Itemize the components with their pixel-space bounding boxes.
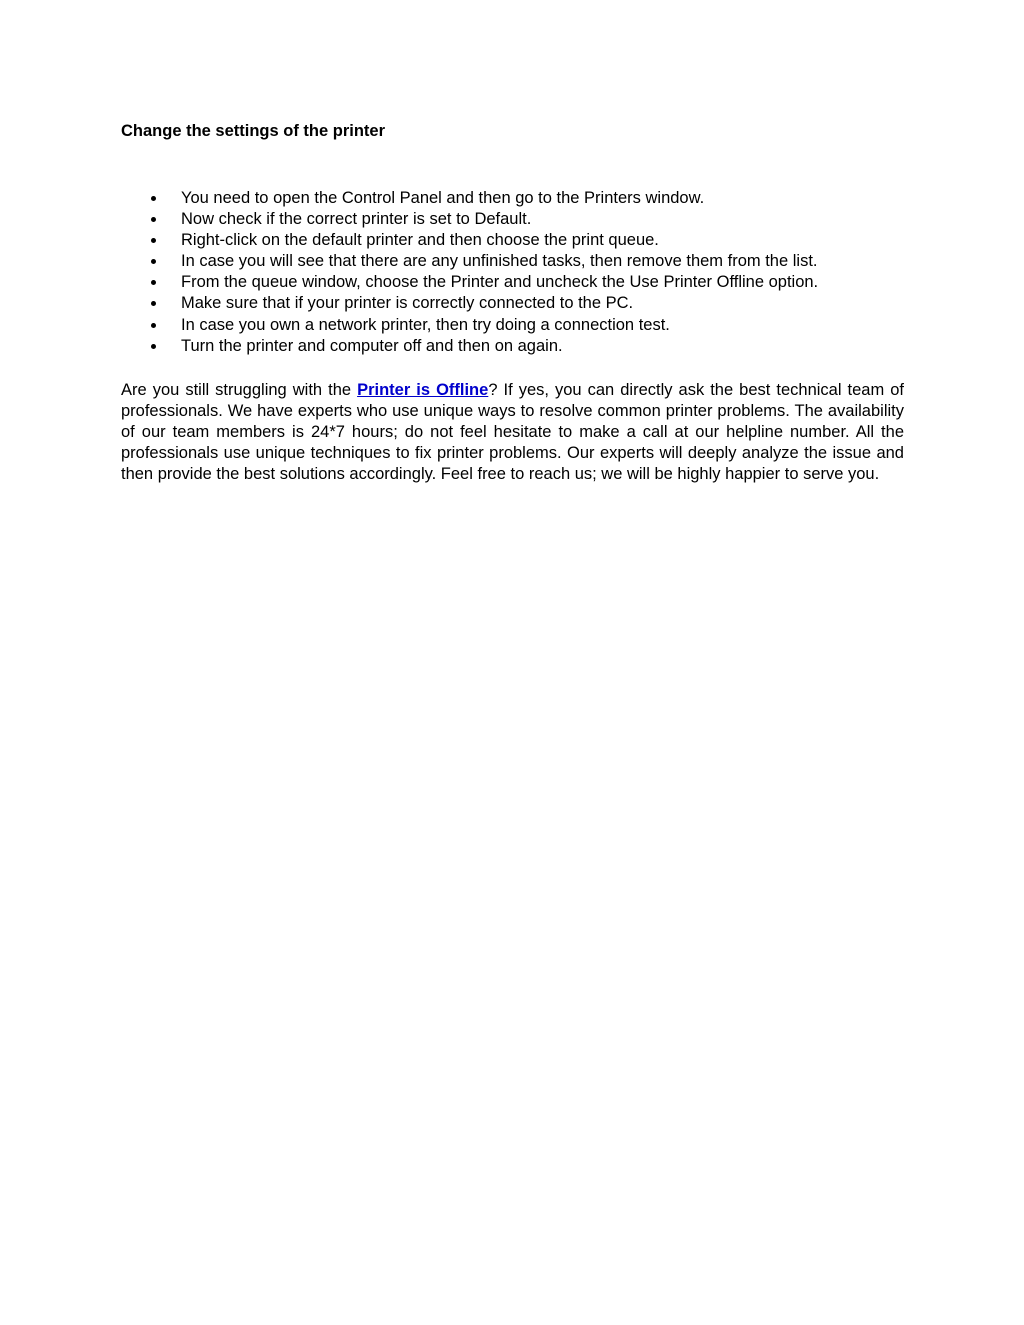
bullet-icon (151, 301, 156, 306)
list-item-text: Turn the printer and computer off and then on again. (181, 336, 563, 355)
bullet-icon (151, 196, 156, 201)
body-paragraph (121, 380, 904, 485)
bullet-icon (151, 217, 156, 222)
list-item (121, 230, 911, 251)
list-item-text: You need to open the Control Panel and then go to the Printers window. (181, 189, 705, 207)
list-item (121, 209, 911, 230)
section-heading: Change the settings of the printer (121, 122, 386, 140)
list-item (121, 272, 911, 293)
list-item-text: Right-click on the default printer and then choose the print queue. (181, 231, 659, 250)
list-item (121, 188, 911, 209)
printer-offline-link[interactable]: Printer is Offline (357, 381, 489, 399)
bullet-icon (151, 280, 156, 285)
bullet-icon (151, 344, 156, 349)
list-item (121, 315, 911, 336)
bullet-icon (151, 323, 156, 328)
bullet-icon (151, 259, 156, 264)
list-item-text: Make sure that if your printer is correctly connected to the PC. (181, 294, 634, 313)
steps-list (121, 188, 911, 357)
paragraph-text-start: Are you still struggling with the (121, 381, 358, 399)
list-item-text: Now check if the correct printer is set to Default. (181, 210, 532, 229)
list-item (121, 293, 911, 314)
list-item (121, 251, 911, 272)
list-item-text: In case you will see that there are any unfinished tasks, then remove them from the list. (181, 252, 818, 271)
list-item-text: In case you own a network printer, then try doing a connection test. (181, 315, 670, 334)
list-item (121, 336, 911, 357)
paragraph-text-end: ? If yes, you can directly ask the best technical team of professionals. We have experts who use unique ways to resolve common printer problems. The availability of our team members is 24*7 hours; do not feel hesitate to make a call at our helpline number. All the professionals use unique techniques to fix printer problems. Our experts will deeply analyze the issue and then provide the best solutions accordingly. Feel free to reach us; we will be highly happier to serve you. (121, 381, 904, 484)
bullet-icon (151, 238, 156, 243)
list-item-text: From the queue window, choose the Printer and uncheck the Use Printer Offline option. (181, 273, 819, 292)
